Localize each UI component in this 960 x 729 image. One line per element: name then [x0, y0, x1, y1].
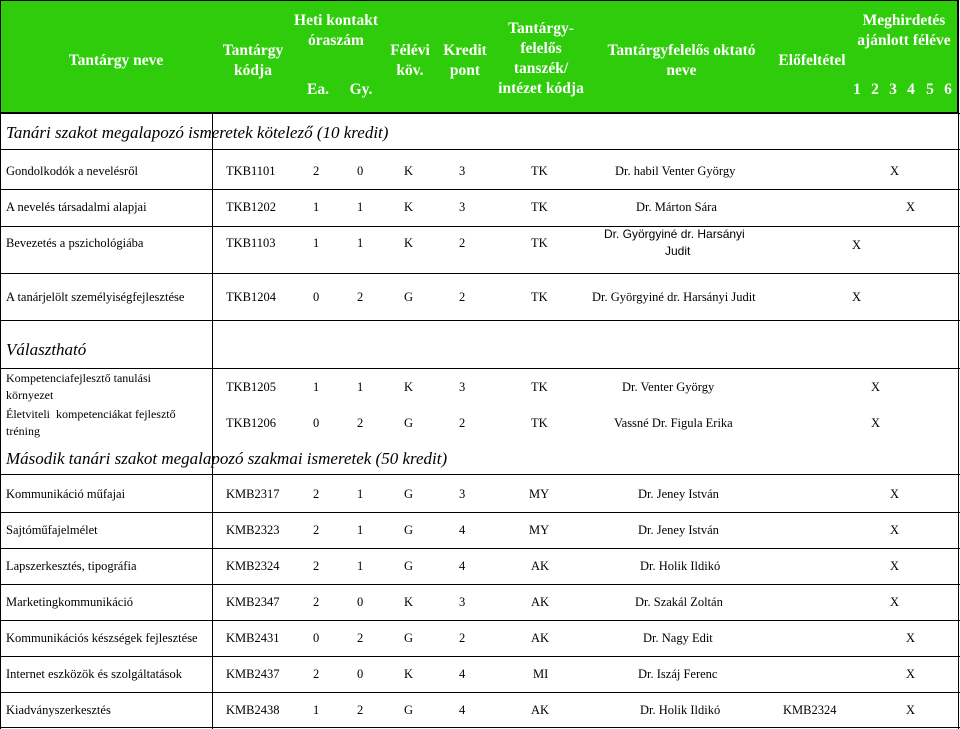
credit: 4: [459, 523, 466, 537]
subject-code: TKB1202: [226, 200, 276, 214]
subject-code: KMB2323: [226, 523, 280, 537]
semester-mark: X: [890, 487, 900, 501]
header-sem-1: 1: [853, 81, 861, 98]
requirement: G: [404, 523, 414, 537]
subject-name: Marketingkommunikáció: [6, 595, 134, 609]
semester-mark: X: [871, 380, 881, 394]
department: AK: [531, 595, 550, 609]
header-sem-5: 5: [926, 81, 934, 98]
header-practice: Gy.: [349, 81, 373, 98]
row-line: [0, 548, 960, 549]
lecture-hours: 2: [313, 487, 320, 501]
subject-name-line-2: tréning: [6, 424, 40, 438]
practice-hours: 2: [357, 703, 364, 717]
row-line: [0, 727, 960, 728]
lecture-hours: 2: [313, 667, 320, 681]
department: TK: [531, 416, 548, 430]
teacher: Dr. Márton Sára: [636, 200, 717, 214]
header-sem-6: 6: [944, 81, 952, 98]
prerequisite: KMB2324: [783, 703, 837, 717]
semester-mark: X: [890, 164, 900, 178]
department: TK: [531, 164, 548, 178]
teacher: Dr. Holik Ildikó: [640, 559, 721, 573]
subject-name: A tanárjelölt személyiségfejlesztése: [6, 290, 185, 304]
practice-hours: 1: [357, 487, 364, 501]
semester-mark: X: [906, 631, 916, 645]
subject-code: KMB2317: [226, 487, 280, 501]
row-line: [0, 368, 960, 369]
department: MI: [533, 667, 549, 681]
subject-name: Kiadványszerkesztés: [6, 703, 111, 717]
subject-code: TKB1101: [226, 164, 276, 178]
credit: 4: [459, 667, 466, 681]
department: AK: [531, 703, 550, 717]
lecture-hours: 2: [313, 559, 320, 573]
practice-hours: 0: [357, 667, 364, 681]
practice-hours: 0: [357, 164, 364, 178]
teacher: Dr. Jeney István: [638, 487, 719, 501]
subject-name: Bevezetés a pszichológiába: [6, 236, 144, 250]
semester-mark: X: [871, 416, 881, 430]
practice-hours: 1: [357, 200, 364, 214]
subject-name: Sajtóműfajelmélet: [6, 523, 98, 537]
subject-code: KMB2347: [226, 595, 280, 609]
teacher-line-1: Dr. Györgyiné dr. Harsányi: [604, 227, 745, 241]
subject-code: TKB1103: [226, 236, 276, 250]
practice-hours: 1: [357, 380, 364, 394]
row-line: [0, 273, 960, 274]
semester-mark: X: [906, 667, 916, 681]
requirement: K: [404, 595, 414, 609]
semester-mark: X: [890, 559, 900, 573]
requirement: G: [404, 703, 414, 717]
subject-name: A nevelés társadalmi alapjai: [6, 200, 147, 214]
semester-mark: X: [852, 290, 862, 304]
table-header: [0, 0, 958, 113]
practice-hours: 2: [357, 290, 364, 304]
practice-hours: 1: [357, 236, 364, 250]
teacher-line-2: Judit: [665, 244, 691, 258]
header-sem-3: 3: [889, 81, 897, 98]
subject-name: Kommunikáció műfajai: [6, 487, 126, 501]
teacher: Dr. Szakál Zoltán: [635, 595, 723, 609]
lecture-hours: 2: [313, 164, 320, 178]
practice-hours: 1: [357, 523, 364, 537]
teacher: Vassné Dr. Figula Erika: [614, 416, 733, 430]
row-line: [0, 620, 960, 621]
header-sem-4: 4: [907, 81, 915, 98]
credit: 3: [459, 380, 466, 394]
department: MY: [529, 523, 550, 537]
header-department: Tantárgy-felelős tanszék/ intézet kódja: [498, 20, 584, 97]
requirement: G: [404, 559, 414, 573]
lecture-hours: 1: [313, 380, 320, 394]
subject-code: KMB2431: [226, 631, 280, 645]
department: AK: [531, 559, 550, 573]
credit: 3: [459, 487, 466, 501]
subject-name: Kommunikációs készségek fejlesztése: [6, 631, 198, 645]
credit: 2: [459, 631, 466, 645]
header-requirement: Félévi köv.: [390, 42, 430, 79]
lecture-hours: 1: [313, 703, 320, 717]
semester-mark: X: [852, 238, 862, 252]
lecture-hours: 1: [313, 200, 320, 214]
section-title: Választható: [6, 340, 87, 359]
practice-hours: 1: [357, 559, 364, 573]
requirement: G: [404, 631, 414, 645]
subject-code: KMB2324: [226, 559, 280, 573]
teacher: Dr. habil Venter György: [615, 164, 736, 178]
row-line: [0, 656, 960, 657]
lecture-hours: 0: [313, 290, 320, 304]
requirement: K: [404, 380, 414, 394]
teacher: Dr. Venter György: [622, 380, 715, 394]
semester-mark: X: [906, 703, 916, 717]
semester-mark: X: [906, 200, 916, 214]
header-semester: Meghirdetés ajánlott féléve: [857, 12, 951, 49]
credit: 4: [459, 703, 466, 717]
column-divider: [212, 113, 213, 729]
section-title: Tanári szakot megalapozó ismeretek kötelező (10 kredit): [6, 123, 389, 142]
subject-code: KMB2438: [226, 703, 280, 717]
subject-code: TKB1204: [226, 290, 276, 304]
practice-hours: 2: [357, 416, 364, 430]
subject-code: TKB1205: [226, 380, 276, 394]
teacher: Dr. Iszáj Ferenc: [638, 667, 718, 681]
lecture-hours: 2: [313, 523, 320, 537]
header-weekly-hours: Heti kontakt óraszám: [294, 12, 378, 49]
lecture-hours: 0: [313, 416, 320, 430]
row-line: [0, 113, 960, 114]
subject-name-line-2: környezet: [6, 388, 54, 402]
teacher: Dr. Györgyiné dr. Harsányi Judit: [592, 290, 756, 304]
subject-name-line-1: Kompetenciafejlesztő tanulási: [6, 371, 151, 385]
department: TK: [531, 290, 548, 304]
teacher: Dr. Nagy Edit: [643, 631, 713, 645]
credit: 4: [459, 559, 466, 573]
subject-code: TKB1206: [226, 416, 276, 430]
subject-code: KMB2437: [226, 667, 280, 681]
row-line: [0, 474, 960, 475]
credit: 3: [459, 164, 466, 178]
department: TK: [531, 236, 548, 250]
semester-mark: X: [890, 595, 900, 609]
department: TK: [531, 380, 548, 394]
row-line: [0, 512, 960, 513]
row-line: [0, 149, 960, 150]
practice-hours: 0: [357, 595, 364, 609]
requirement: K: [404, 236, 414, 250]
header-lecture: Ea.: [307, 81, 329, 98]
row-line: [0, 226, 960, 227]
header-teacher: Tantárgyfelelős oktató neve: [607, 42, 756, 79]
lecture-hours: 0: [313, 631, 320, 645]
requirement: K: [404, 667, 414, 681]
department: MY: [529, 487, 550, 501]
teacher: Dr. Jeney István: [638, 523, 719, 537]
row-line: [0, 320, 960, 321]
semester-mark: X: [890, 523, 900, 537]
credit: 3: [459, 200, 466, 214]
credit: 3: [459, 595, 466, 609]
requirement: K: [404, 200, 414, 214]
requirement: K: [404, 164, 414, 178]
subject-name: Lapszerkesztés, tipográfia: [6, 559, 137, 573]
lecture-hours: 1: [313, 236, 320, 250]
practice-hours: 2: [357, 631, 364, 645]
row-line: [0, 189, 960, 190]
header-prerequisite: Előfeltétel: [778, 52, 846, 69]
credit: 2: [459, 290, 466, 304]
header-subject-name: Tantárgy neve: [68, 52, 164, 69]
requirement: G: [404, 487, 414, 501]
row-line: [0, 584, 960, 585]
credit: 2: [459, 236, 466, 250]
row-line: [0, 692, 960, 693]
lecture-hours: 2: [313, 595, 320, 609]
requirement: G: [404, 416, 414, 430]
department: AK: [531, 631, 550, 645]
department: TK: [531, 200, 548, 214]
section-title: Második tanári szakot megalapozó szakmai ismeretek (50 kredit): [6, 449, 448, 468]
teacher: Dr. Holik Ildikó: [640, 703, 721, 717]
credit: 2: [459, 416, 466, 430]
subject-name: Internet eszközök és szolgáltatások: [6, 667, 182, 681]
header-credit: Kredit pont: [443, 42, 487, 79]
requirement: G: [404, 290, 414, 304]
header-sem-2: 2: [871, 81, 879, 98]
subject-name-line-1: Életviteli kompetenciákat fejlesztő: [6, 407, 176, 421]
header-subject-code: Tantárgy kódja: [222, 42, 284, 79]
subject-name: Gondolkodók a nevelésről: [6, 164, 138, 178]
